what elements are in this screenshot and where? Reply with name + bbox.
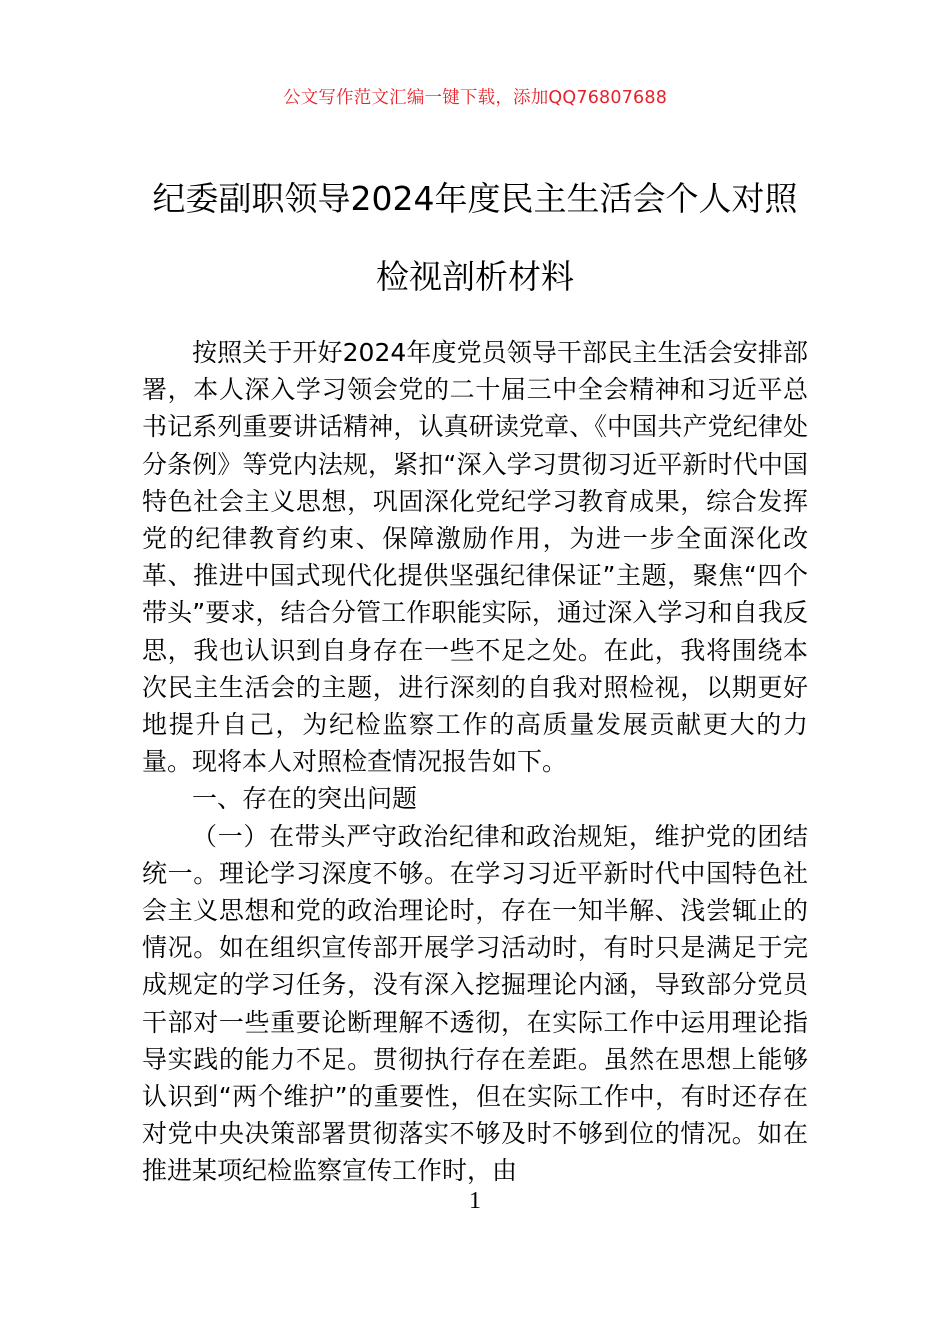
- watermark-banner: 公文写作范文汇编一键下载，添加QQ76807688: [282, 88, 668, 108]
- subsection-paragraph: （一）在带头严守政治纪律和政治规矩，维护党的团结统一。理论学习深度不够。在学习习近平新时代中国特色社会主义思想和党的政治理论时，存在一知半解、浅尝辄止的情况。如在组织宣传部开展学习活动时，有时只是满足于完成规定的学习任务，没有深入挖掘理论内涵，导致部分党员干部对一些重要论断理解不透彻，在实际工作中运用理论指导实践的能力不足。贯彻执行存在差距。虽然在思想上能够认识到“两个维护”的重要性，但在实际工作中，有时还存在对党中央决策部署贯彻落实不够及时不够到位的情况。如在推进某项纪检监察宣传工作时，由: [142, 821, 808, 1186]
- document-title: 纪委副职领导2024年度民主生活会个人对照检视剖析材料: [152, 179, 798, 296]
- page-number: 1: [469, 1188, 481, 1214]
- section-heading: 一、存在的突出问题: [192, 784, 418, 814]
- document-body: [142, 334, 808, 1190]
- intro-paragraph: 按照关于开好2024年度党员领导干部民主生活会安排部署，本人深入学习领会党的二十届三中全会精神和习近平总书记系列重要讲话精神，认真研读党章、《中国共产党纪律处分条例》等党内法规，紧扣“深入学习贯彻习近平新时代中国特色社会主义思想，巩固深化党纪学习教育成果，综合发挥党的纪律教育约束、保障激励作用，为进一步全面深化改革、推进中国式现代化提供坚强纪律保证”主题，聚焦“四个带头”要求，结合分管工作职能实际，通过深入学习和自我反思，我也认识到自身存在一些不足之处。在此，我将围绕本次民主生活会的主题，进行深刻的自我对照检视，以期更好地提升自己，为纪检监察工作的高质量发展贡献更大的力量。现将本人对照检查情况报告如下。: [142, 338, 808, 777]
